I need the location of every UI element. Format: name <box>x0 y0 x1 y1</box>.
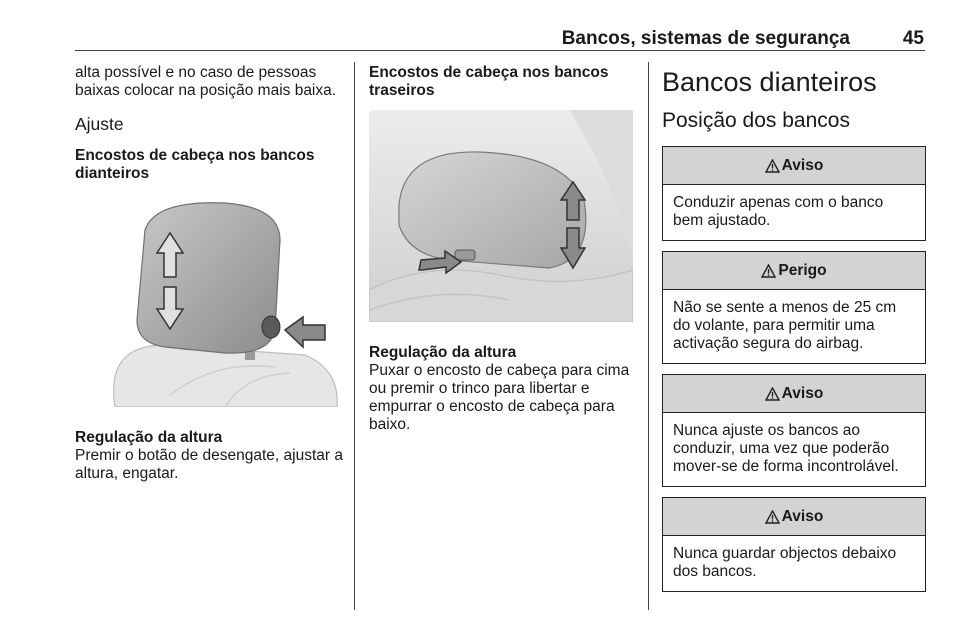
warning-box-text: Conduzir apenas com o banco bem ajustado. <box>673 194 884 229</box>
warning-triangle-icon <box>765 387 780 401</box>
warning-box <box>662 374 926 487</box>
warning-box-text: Nunca guardar objectos debaixo dos bancos. <box>673 545 897 580</box>
warning-box-heading: Aviso <box>781 156 824 174</box>
column-3 <box>662 64 926 602</box>
rear-headrest-heading: Encostos de cabeça nos bancos traseiros <box>369 64 609 99</box>
warning-box <box>662 497 926 592</box>
column-divider-2 <box>648 62 649 610</box>
page-number: 45 <box>902 28 924 49</box>
warning-box-text: Nunca ajuste os bancos ao conduzir, uma vez que poderão mover-se de forma incontrolável. <box>673 422 899 475</box>
warning-triangle-icon <box>761 264 776 278</box>
column-2 <box>369 64 637 434</box>
column-divider-1 <box>354 62 355 610</box>
front-headrest-heading: Encostos de cabeça nos bancos dianteiros <box>75 147 315 182</box>
danger-box-header <box>663 252 925 290</box>
danger-box-text: Não se sente a menos de 25 cm do volante, para permitir uma activação segura do airbag. <box>673 299 897 352</box>
rear-headrest-illustration <box>369 110 633 322</box>
section-heading-adjust: Ajuste <box>75 114 124 134</box>
front-height-adjust-heading: Regulação da altura <box>75 429 223 446</box>
danger-box <box>662 251 926 364</box>
warning-triangle-icon <box>765 510 780 524</box>
warning-box-header <box>663 147 925 185</box>
section-title: Bancos dianteiros <box>662 67 877 97</box>
warning-box-heading: Aviso <box>781 384 824 402</box>
warning-box <box>662 146 926 241</box>
page-header-title: Bancos, sistemas de segurança <box>561 28 850 49</box>
rear-height-adjust-text: Puxar o encosto de cabeça para cima ou premir o trinco para libertar e empurrar o encosto de cabeça para baixo. <box>369 362 630 433</box>
warning-box-heading: Aviso <box>781 507 824 525</box>
rear-height-adjust-heading: Regulação da altura <box>369 344 517 361</box>
danger-box-heading: Perigo <box>778 261 827 279</box>
warning-triangle-icon <box>765 159 780 173</box>
section-subtitle: Posição dos bancos <box>662 109 850 132</box>
header-divider <box>75 50 925 51</box>
column-1 <box>75 64 343 483</box>
front-headrest-illustration <box>75 195 340 407</box>
front-height-adjust-text: Premir o botão de desengate, ajustar a altura, engatar. <box>75 447 343 482</box>
warning-box-header <box>663 375 925 413</box>
warning-box-header <box>663 498 925 536</box>
intro-text: alta possível e no caso de pessoas baixas colocar na posição mais baixa. <box>75 64 337 99</box>
